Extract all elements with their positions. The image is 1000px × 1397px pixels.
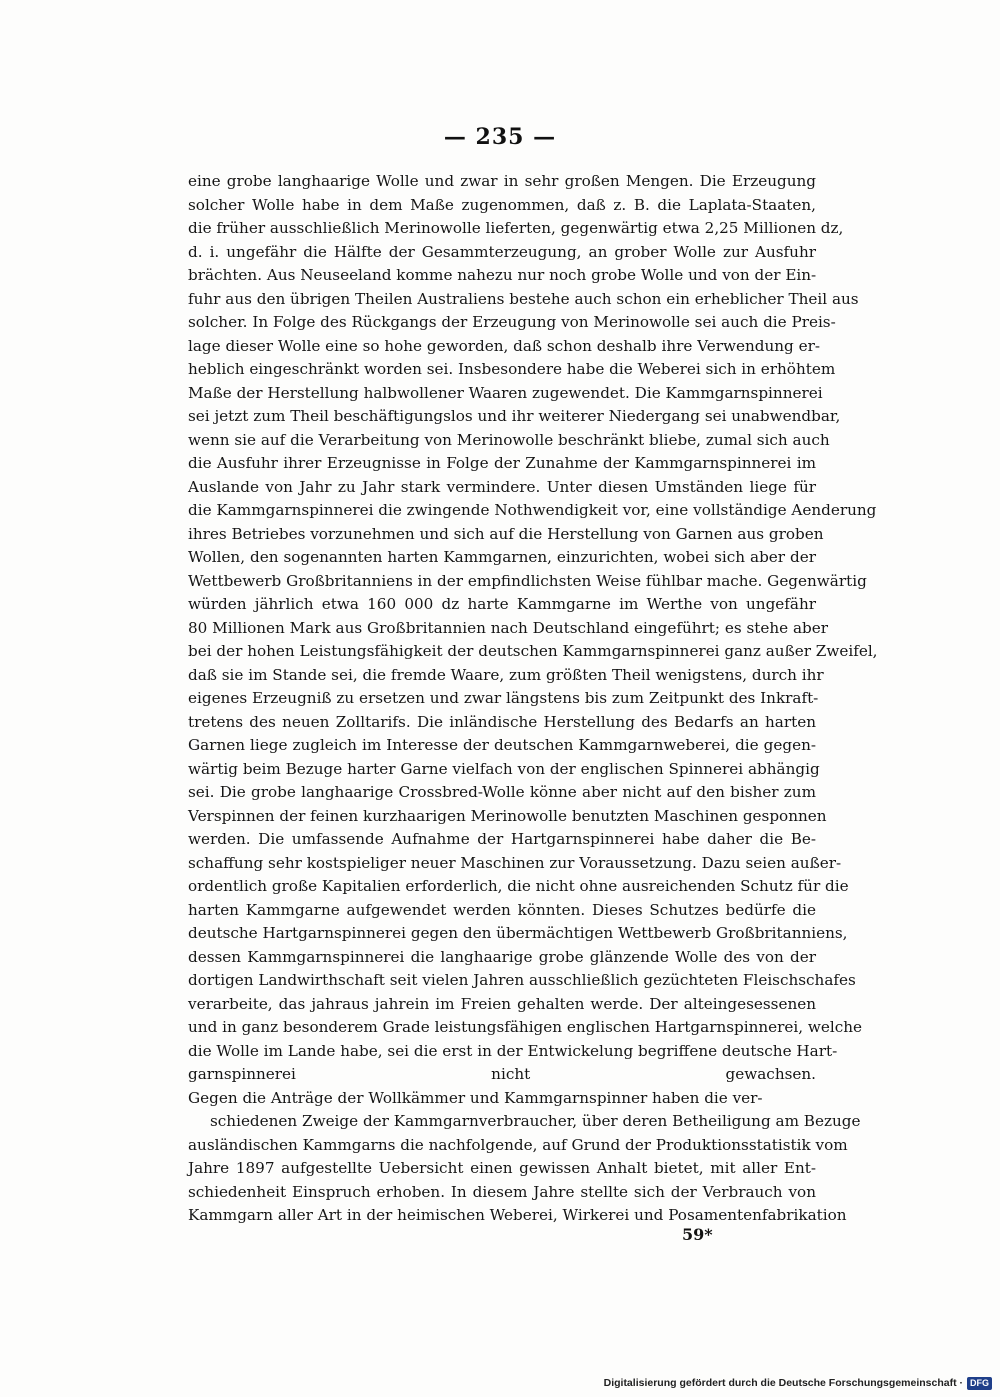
text-line: die Wolle im Lande habe, sei die erst in der Entwickelung begriffene deutsche Hart- <box>188 1041 838 1060</box>
text-line: Wollen, den sogenannten harten Kammgarnen, einzurichten, wobei sich aber der <box>188 548 816 566</box>
text-line: die Kammgarnspinnerei die zwingende Nothwendigkeit vor, eine vollständige Aenderung <box>188 501 877 519</box>
body-text <box>188 170 878 1251</box>
sheet-signature: 59* <box>682 1225 713 1244</box>
text-line: schiedenen Zweige der Kammgarnverbraucher, über deren Betheiligung am Bezuge <box>210 1112 861 1130</box>
text-line: verarbeite, das jahraus jahrein im Freien gehalten werde. Der alteingesessenen <box>188 994 816 1013</box>
text-line: würden jährlich etwa 160 000 dz harte Kammgarne im Werthe von ungefähr <box>188 595 816 613</box>
text-line: dortigen Landwirthschaft seit vielen Jahren ausschließlich gezüchteten Fleischschafes <box>188 971 856 989</box>
page-number-header: — 235 — <box>443 124 557 150</box>
text-line: lage dieser Wolle eine so hohe geworden, daß schon deshalb ihre Verwendung er- <box>188 336 820 355</box>
text-line: daß sie im Stande sei, die fremde Waare, zum größten Theil wenigstens, durch ihr <box>188 665 824 684</box>
text-line: brächten. Aus Neuseeland komme nahezu nur noch grobe Wolle und von der Ein- <box>188 266 817 284</box>
text-line: sei jetzt zum Theil beschäftigungslos und ihr weiterer Niedergang sei unabwendbar, <box>188 407 841 425</box>
text-line: Maße der Herstellung halbwollener Waaren zugewendet. Die Kammgarnspinnerei <box>188 383 823 402</box>
text-line: ausländischen Kammgarns die nachfolgende, auf Grund der Produktionsstatistik vom <box>188 1135 848 1154</box>
text-line: d. i. ungefähr die Hälfte der Gesammterzeugung, an grober Wolle zur Ausfuhr <box>188 242 816 261</box>
text-line: sei. Die grobe langhaarige Crossbred-Wolle könne aber nicht auf den bisher zum <box>188 783 816 801</box>
text-line: wenn sie auf die Verarbeitung von Merinowolle beschränkt bliebe, zumal sich auch <box>188 430 830 449</box>
text-line: ihres Betriebes vorzunehmen und sich auf die Herstellung von Garnen aus groben <box>188 524 824 543</box>
digitization-footer <box>604 1375 992 1391</box>
text-line: Jahre 1897 aufgestellte Uebersicht einen gewissen Anhalt bietet, mit aller Ent- <box>188 1159 816 1177</box>
text-line: tretens des neuen Zolltarifs. Die inländische Herstellung des Bedarfs an harten <box>188 712 816 731</box>
text-line: garnspinnerei nicht gewachsen. <box>188 1065 816 1083</box>
text-line: und in ganz besonderem Grade leistungsfähigen englischen Hartgarnspinnerei, welche <box>188 1018 863 1036</box>
text-line: Auslande von Jahr zu Jahr stark verminderе. Unter diesen Umständen liege für <box>188 477 816 496</box>
text-line: dessen Kammgarnspinnerei die langhaarige grobe glänzende Wolle des von der <box>188 947 816 966</box>
text-line: die Ausfuhr ihrer Erzeugnisse in Folge der Zunahme der Kammgarnspinnerei im <box>188 454 816 472</box>
text-line: fuhr aus den übrigen Theilen Australiens bestehe auch schon ein erheblicher Theil aus <box>188 289 859 308</box>
text-line <box>188 1228 816 1252</box>
text-line: deutsche Hartgarnspinnerei gegen den übermächtigen Wettbewerb Großbritanniens, <box>188 924 848 942</box>
text-line: die früher ausschließlich Merinowolle lieferten, gegenwärtig etwa 2,25 Millionen dz, <box>188 219 844 237</box>
text-line: solcher. In Folge des Rückgangs der Erzeugung von Merinowolle sei auch die Preis- <box>188 313 836 331</box>
text-line: wärtig beim Bezuge harter Garne vielfach von der englischen Spinnerei abhängig <box>188 759 820 778</box>
text-line: Garnen liege zugleich im Interesse der deutschen Kammgarnweberei, die gegen- <box>188 736 816 754</box>
text-line: bei der hohen Leistungsfähigkeit der deutschen Kammgarnspinnerei ganz außer Zweifel, <box>188 642 878 660</box>
text-line: schiedenheit Einspruch erhoben. In diesem Jahre stellte sich der Verbrauch von <box>188 1182 816 1201</box>
text-line: heblich eingeschränkt worden sei. Insbesondere habe die Weberei sich in erhöhtem <box>188 360 836 378</box>
text-line: ordentlich große Kapitalien erforderlich, die nicht ohne ausreichenden Schutz für die <box>188 877 849 895</box>
text-line: werden. Die umfassende Aufnahme der Hartgarnspinnerei habe daher die Be- <box>188 830 816 848</box>
text-line: eigenes Erzeugniß zu ersetzen und zwar längstens bis zum Zeitpunkt des Inkraft- <box>188 689 819 707</box>
text-line: harten Kammgarne aufgewendet werden könnten. Dieses Schutzes bedürfe die <box>188 900 816 919</box>
text-line: Verspinnen der feinen kurzhaarigen Merinowolle benutzten Maschinen gesponnen <box>188 806 827 825</box>
text-line: eine grobe langhaarige Wolle und zwar in sehr großen Mengen. Die Erzeugung <box>188 172 816 190</box>
text-line: Gegen die Anträge der Wollkämmer und Kammgarnspinner haben die ver- <box>188 1088 763 1107</box>
dfg-logo: DFG <box>967 1377 992 1390</box>
text-line: Wettbewerb Großbritanniens in der empfindlichsten Weise fühlbar mache. Gegenwärtig <box>188 571 867 590</box>
text-line: Kammgarn aller Art in der heimischen Weberei, Wirkerei und Posamentenfabrikation <box>188 1206 847 1224</box>
text-line: 80 Millionen Mark aus Großbritannien nach Deutschland eingeführt; es stehe aber <box>188 618 828 637</box>
text-line: solcher Wolle habe in dem Maße zugenommen, daß z. B. die Laplata-Staaten, <box>188 195 816 214</box>
footer-text: Digitalisierung gefördert durch die Deutsche Forschungsgemeinschaft · <box>603 1377 963 1389</box>
text-line: schaffung sehr kostspieliger neuer Maschinen zur Voraussetzung. Dazu seien außer- <box>188 853 842 872</box>
